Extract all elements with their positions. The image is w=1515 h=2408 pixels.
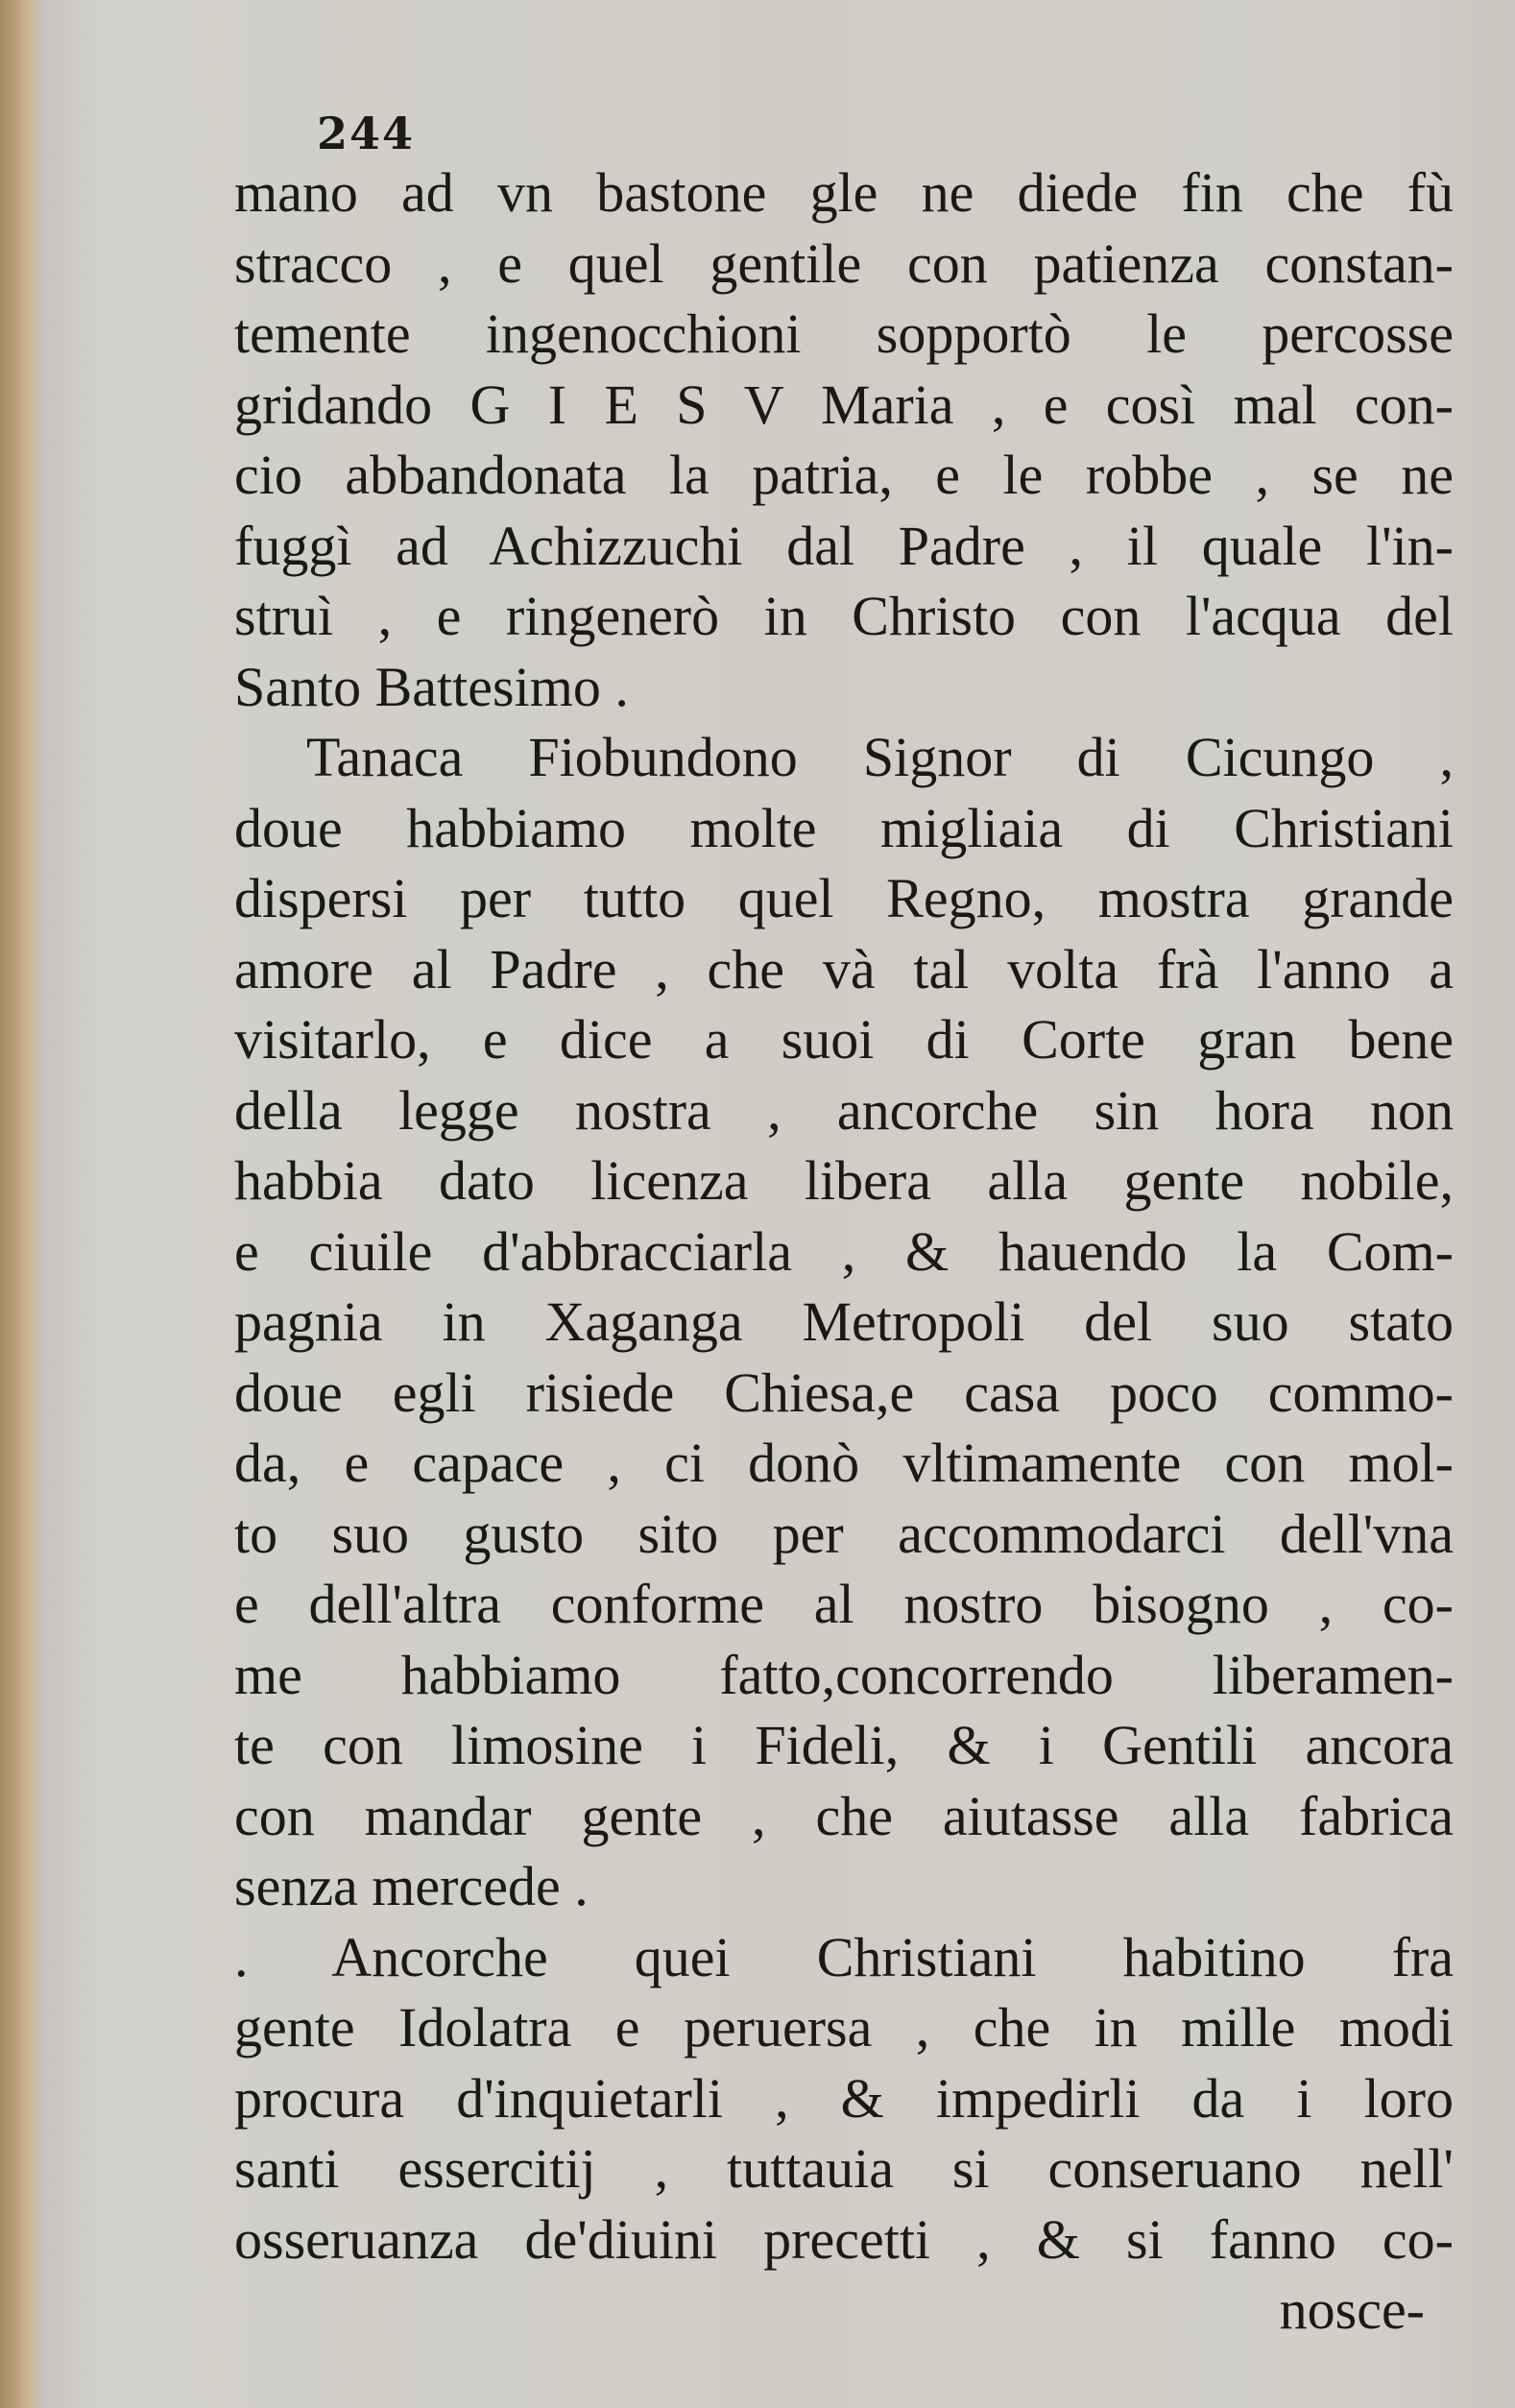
text-line: Santo Battesimo . xyxy=(234,655,629,718)
text-line: gridando G I E S V Maria , e così mal con- xyxy=(234,373,1454,436)
text-line: procura d'inquietarli , & impedirli da i loro xyxy=(234,2066,1454,2130)
text-line: pagnia in Xaganga Metropoli del suo stato xyxy=(234,1290,1454,1353)
page-fore-edge xyxy=(0,0,42,2408)
text-line: e dell'altra conforme al nostro bisogno , co- xyxy=(234,1573,1454,1635)
text-line: struì , e ringenerò in Christo con l'acqua del xyxy=(234,585,1454,647)
text-line: me habbiamo fatto,concorrendo liberamen- xyxy=(234,1643,1454,1706)
text-line: dispersi per tutto quel Regno, mostra grande xyxy=(234,867,1454,929)
text-line: temente ingenocchioni sopportò le percosse xyxy=(234,302,1454,365)
catchword: nosce- xyxy=(1279,2278,1425,2341)
text-line: mano ad vn bastone gle ne diede fin che fù xyxy=(234,161,1454,224)
text-line: doue egli risiede Chiesa,e casa poco commo- xyxy=(234,1361,1454,1424)
text-line: cio abbandonata la patria, e le robbe , se ne xyxy=(234,444,1454,506)
text-line: gente Idolatra e peruersa , che in mille modi xyxy=(234,1996,1454,2059)
text-line: della legge nostra , ancorche sin hora non xyxy=(234,1078,1454,1142)
text-line: senza mercede . xyxy=(234,1855,589,1917)
text-line: to suo gusto sito per accommodarci dell'vna xyxy=(234,1502,1454,1565)
text-line: fuggì ad Achizzuchi dal Padre , il quale l'in- xyxy=(234,514,1454,577)
text-line: e ciuile d'abbracciarla , & hauendo la Com- xyxy=(234,1219,1454,1283)
text-line: santi essercitij , tuttauia si conseruano nell' xyxy=(234,2137,1454,2200)
paragraph-start-line: . Ancorche quei Christiani habitino fra xyxy=(234,1925,1454,1988)
text-line: osseruanza de'diuini precetti , & si fanno co- xyxy=(234,2207,1454,2271)
text-line: amore al Padre , che và tal volta frà l'anno a xyxy=(234,937,1454,1000)
text-line: visitarlo, e dice a suoi di Corte gran bene xyxy=(234,1008,1454,1071)
text-line: con mandar gente , che aiutasse alla fabrica xyxy=(234,1784,1454,1847)
paragraph-start-line: Tanaca Fiobundono Signor di Cicungo , xyxy=(306,726,1454,788)
text-line: da, e capace , ci donò vltimamente con mol- xyxy=(234,1432,1454,1494)
page-number: 244 xyxy=(317,108,416,159)
text-line: stracco , e quel gentile con patienza constan- xyxy=(234,231,1454,295)
text-line: habbia dato licenza libera alla gente nobile, xyxy=(234,1149,1454,1212)
text-block xyxy=(234,157,1454,2346)
text-line: te con limosine i Fideli, & i Gentili ancora xyxy=(234,1714,1454,1776)
text-line: doue habbiamo molte migliaia di Christiani xyxy=(234,796,1454,859)
